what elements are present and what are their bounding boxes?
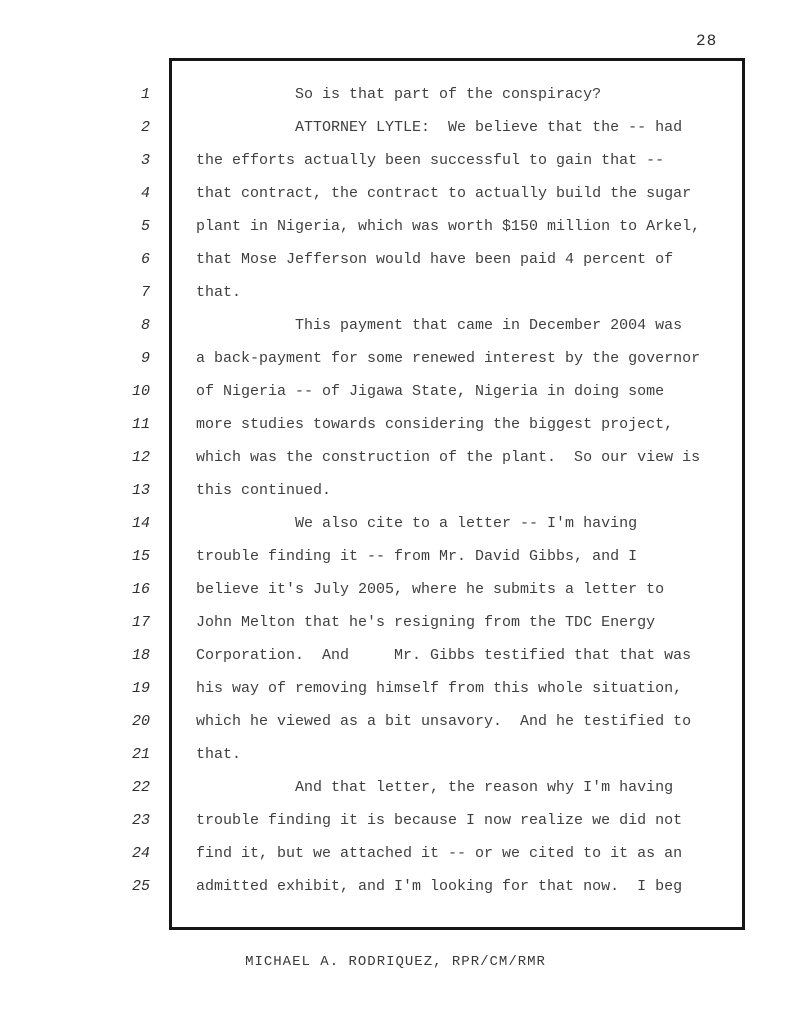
transcript-line bbox=[0, 705, 791, 738]
line-number: 21 bbox=[131, 746, 150, 763]
line-text: a back-payment for some renewed interest by the governor bbox=[196, 350, 701, 367]
transcript-line bbox=[0, 507, 791, 540]
transcript-line bbox=[0, 111, 791, 144]
line-text: trouble finding it is because I now realize we did not bbox=[196, 812, 683, 829]
line-number: 25 bbox=[131, 878, 150, 895]
line-text: that contract, the contract to actually build the sugar bbox=[196, 185, 692, 202]
transcript-line bbox=[0, 144, 791, 177]
line-number: 23 bbox=[131, 812, 150, 829]
line-text: which he viewed as a bit unsavory. And he testified to bbox=[196, 713, 692, 730]
line-number: 11 bbox=[131, 416, 150, 433]
line-text: more studies towards considering the biggest project, bbox=[196, 416, 674, 433]
transcript-lines bbox=[0, 78, 791, 903]
line-text: We also cite to a letter -- I'm having bbox=[196, 515, 638, 532]
line-number: 10 bbox=[131, 383, 150, 400]
line-number: 24 bbox=[131, 845, 150, 862]
line-text: So is that part of the conspiracy? bbox=[196, 86, 602, 103]
line-text: that. bbox=[196, 746, 242, 763]
line-number: 5 bbox=[140, 218, 150, 235]
line-text: Corporation. And Mr. Gibbs testified that that was bbox=[196, 647, 692, 664]
line-number: 8 bbox=[140, 317, 150, 334]
transcript-line bbox=[0, 342, 791, 375]
transcript-line bbox=[0, 804, 791, 837]
line-number: 3 bbox=[140, 152, 150, 169]
transcript-line bbox=[0, 78, 791, 111]
transcript-line bbox=[0, 639, 791, 672]
line-text: that. bbox=[196, 284, 242, 301]
transcript-line bbox=[0, 573, 791, 606]
line-number: 17 bbox=[131, 614, 150, 631]
transcript-line bbox=[0, 441, 791, 474]
transcript-line bbox=[0, 474, 791, 507]
line-number: 16 bbox=[131, 581, 150, 598]
line-number: 20 bbox=[131, 713, 150, 730]
line-text: find it, but we attached it -- or we cited to it as an bbox=[196, 845, 683, 862]
transcript-line bbox=[0, 276, 791, 309]
transcript-line bbox=[0, 309, 791, 342]
line-text: this continued. bbox=[196, 482, 332, 499]
line-number: 22 bbox=[131, 779, 150, 796]
line-text: that Mose Jefferson would have been paid 4 percent of bbox=[196, 251, 674, 268]
line-text: admitted exhibit, and I'm looking for that now. I beg bbox=[196, 878, 683, 895]
line-number: 9 bbox=[140, 350, 150, 367]
court-reporter-footer: MICHAEL A. RODRIQUEZ, RPR/CM/RMR bbox=[245, 954, 546, 970]
page-number: 28 bbox=[696, 32, 718, 50]
transcript-line bbox=[0, 606, 791, 639]
transcript-line bbox=[0, 870, 791, 903]
line-number: 19 bbox=[131, 680, 150, 697]
transcript-line bbox=[0, 837, 791, 870]
line-text: plant in Nigeria, which was worth $150 million to Arkel, bbox=[196, 218, 701, 235]
transcript-line bbox=[0, 243, 791, 276]
line-number: 13 bbox=[131, 482, 150, 499]
line-number: 12 bbox=[131, 449, 150, 466]
line-number: 4 bbox=[140, 185, 150, 202]
transcript-line bbox=[0, 375, 791, 408]
transcript-line bbox=[0, 771, 791, 804]
line-text: John Melton that he's resigning from the TDC Energy bbox=[196, 614, 656, 631]
line-text: the efforts actually been successful to gain that -- bbox=[196, 152, 665, 169]
line-number: 6 bbox=[140, 251, 150, 268]
transcript-line bbox=[0, 738, 791, 771]
line-text: of Nigeria -- of Jigawa State, Nigeria in doing some bbox=[196, 383, 665, 400]
line-text: his way of removing himself from this whole situation, bbox=[196, 680, 683, 697]
transcript-line bbox=[0, 177, 791, 210]
line-number: 2 bbox=[140, 119, 150, 136]
line-number: 15 bbox=[131, 548, 150, 565]
line-number: 1 bbox=[140, 86, 150, 103]
transcript-line bbox=[0, 540, 791, 573]
line-number: 7 bbox=[140, 284, 150, 301]
transcript-line bbox=[0, 408, 791, 441]
line-text: ATTORNEY LYTLE: We believe that the -- had bbox=[196, 119, 683, 136]
line-text: trouble finding it -- from Mr. David Gibbs, and I bbox=[196, 548, 638, 565]
line-text: This payment that came in December 2004 was bbox=[196, 317, 683, 334]
line-number: 14 bbox=[131, 515, 150, 532]
transcript-line bbox=[0, 672, 791, 705]
line-text: which was the construction of the plant. So our view is bbox=[196, 449, 701, 466]
line-text: believe it's July 2005, where he submits a letter to bbox=[196, 581, 665, 598]
line-number: 18 bbox=[131, 647, 150, 664]
line-text: And that letter, the reason why I'm having bbox=[196, 779, 674, 796]
transcript-line bbox=[0, 210, 791, 243]
